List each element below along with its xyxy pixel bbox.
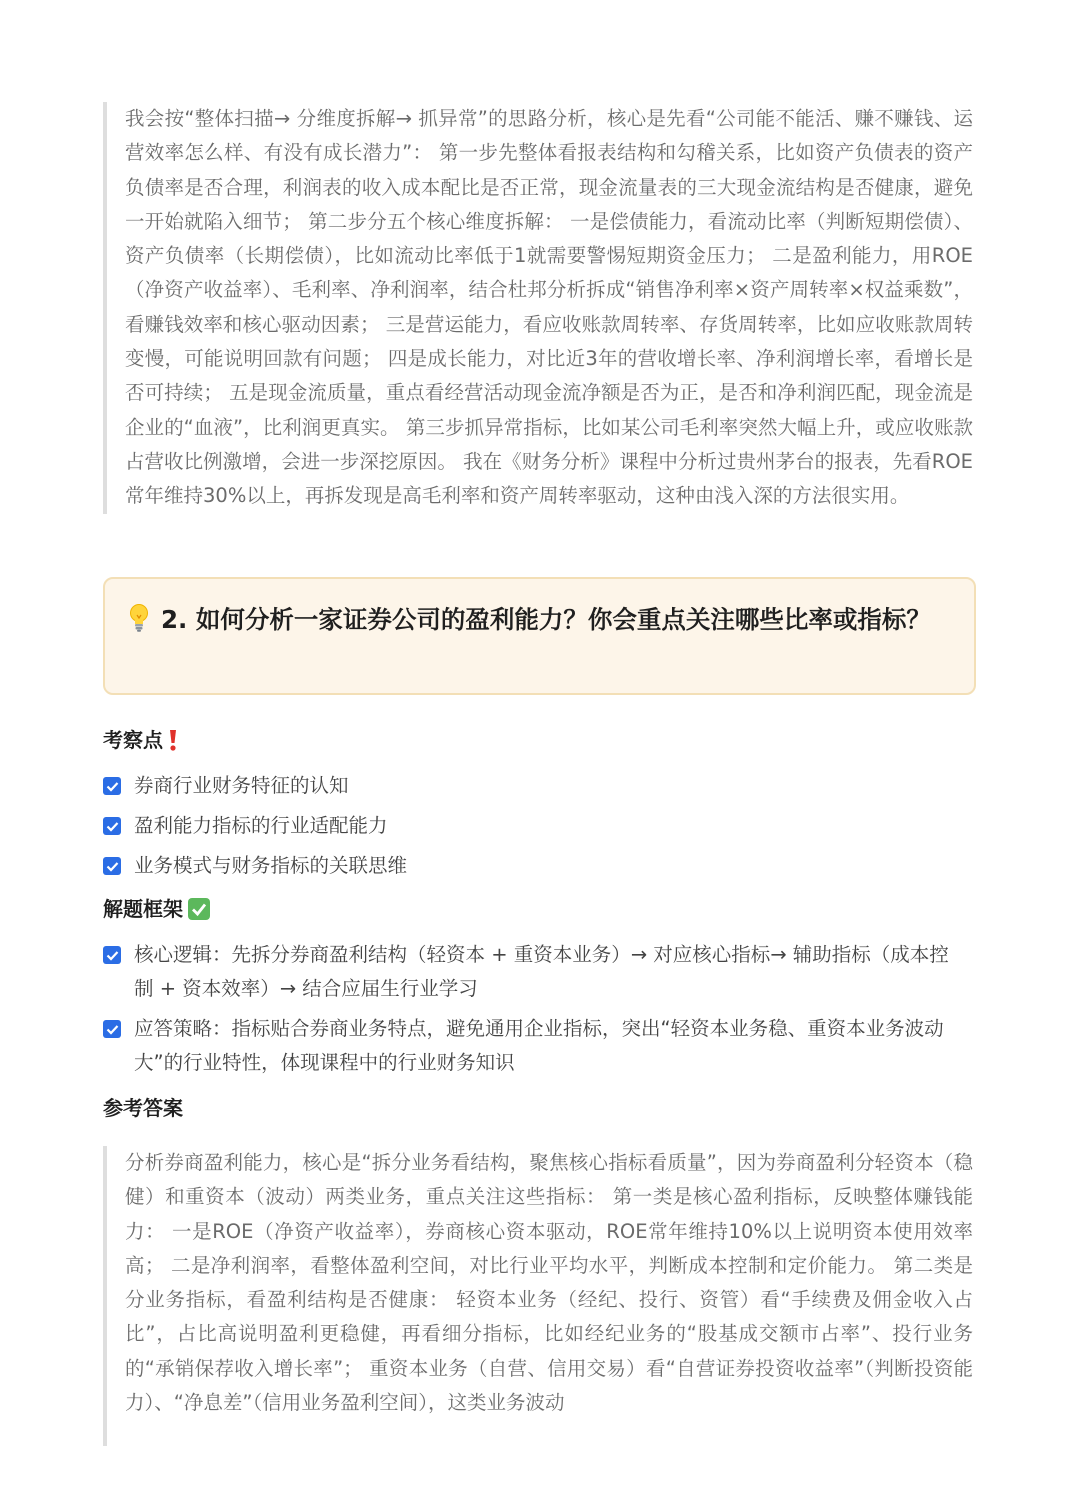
list-item bbox=[103, 851, 963, 881]
checkbox-checked-icon[interactable] bbox=[103, 946, 121, 964]
exam-points-heading-label: 考察点 bbox=[103, 728, 163, 752]
question-2-callout bbox=[103, 577, 976, 695]
checkbox-checked-icon[interactable] bbox=[103, 857, 121, 875]
framework-heading-label: 解题框架 bbox=[103, 897, 183, 921]
question-2-title: 2. 如何分析一家证券公司的盈利能力？你会重点关注哪些比率或指标？ bbox=[161, 605, 931, 634]
reference-heading-label: 参考答案 bbox=[103, 1096, 183, 1120]
framework-list bbox=[103, 938, 963, 1080]
answer-1-quote bbox=[103, 102, 973, 514]
list-item bbox=[103, 1012, 963, 1080]
checkbox-checked-icon[interactable] bbox=[103, 777, 121, 795]
green-check-icon bbox=[187, 897, 211, 921]
exam-point-text: 券商行业财务特征的认知 bbox=[134, 774, 349, 797]
list-item bbox=[103, 771, 963, 801]
list-item bbox=[103, 811, 963, 841]
checkbox-checked-icon[interactable] bbox=[103, 817, 121, 835]
reference-heading bbox=[103, 1094, 183, 1122]
red-exclamation-icon bbox=[167, 728, 179, 752]
reference-answer-quote bbox=[103, 1146, 973, 1446]
exam-point-text: 业务模式与财务指标的关联思维 bbox=[134, 854, 408, 877]
reference-answer-text: 分析券商盈利能力，核心是“拆分业务看结构，聚焦核心指标看质量”，因为券商盈利分轻资本（稳健）和重资本（波动）两类业务，重点关注这些指标： 第一类是核心盈利指标，反映整体赚钱能力： 一是ROE（净资产收益率），券商核心资本驱动，ROE常年维持10%以上说明资本使用效率高； 二是净利润率，看整体盈利空间，对比行业平均水平，判断成本控制和定价能力。 第二类是分业务指标，看盈利结构是否健康： 轻资本业务（经纪、投行、资管）看“手续费及佣金收入占比”，占比高说明盈利更稳健，再看细分指标，比如经纪业务的“股基成交额市占率”、投行业务的“承销保荐收入增长率”； 重资本业务（自营、信用交易）看“自营证券投资收益率”（判断投资能力）、“净息差”（信用业务盈利空间），这类业务波动 bbox=[125, 1151, 973, 1415]
exam-point-text: 盈利能力指标的行业适配能力 bbox=[134, 814, 388, 837]
framework-heading bbox=[103, 895, 211, 923]
list-item bbox=[103, 938, 963, 1006]
checkbox-checked-icon[interactable] bbox=[103, 1020, 121, 1038]
lightbulb-icon bbox=[127, 603, 161, 637]
framework-text: 应答策略：指标贴合券商业务特点，避免通用企业指标，突出“轻资本业务稳、重资本业务波动大”的行业特性，体现课程中的行业财务知识 bbox=[134, 1017, 944, 1074]
answer-1-text: 我会按“整体扫描→ 分维度拆解→ 抓异常”的思路分析，核心是先看“公司能不能活、赚不赚钱、运营效率怎么样、有没有成长潜力”： 第一步先整体看报表结构和勾稽关系，比如资产负债表的资产负债率是否合理，利润表的收入成本配比是否正常，现金流量表的三大现金流结构是否健康，避免一开始就陷入细节； 第二步分五个核心维度拆解： 一是偿债能力，看流动比率（判断短期偿债）、资产负债率（长期偿债），比如流动比率低于1就需要警惕短期资金压力； 二是盈利能力，用ROE（净资产收益率）、毛利率、净利润率，结合杜邦分析拆成“销售净利率×资产周转率×权益乘数”，看赚钱效率和核心驱动因素； 三是营运能力，看应收账款周转率、存货周转率，比如应收账款周转变慢，可能说明回款有问题； 四是成长能力，对比近3年的营收增长率、净利润增长率，看增长是否可持续； 五是现金流质量，重点看经营活动现金流净额是否为正，是否和净利润匹配，现金流是企业的“血液”，比利润更真实。 第三步抓异常指标，比如某公司毛利率突然大幅上升，或应收账款占营收比例激增，会进一步深挖原因。 我在《财务分析》课程中分析过贵州茅台的报表，先看ROE常年维持30%以上，再拆发现是高毛利率和资产周转率驱动，这种由浅入深的方法很实用。 bbox=[125, 107, 973, 508]
framework-text: 核心逻辑：先拆分券商盈利结构（轻资本 + 重资本业务）→ 对应核心指标→ 辅助指标（成本控制 + 资本效率）→ 结合应届生行业学习 bbox=[134, 943, 949, 1000]
exam-points-heading bbox=[103, 726, 179, 754]
exam-points-list bbox=[103, 771, 963, 881]
